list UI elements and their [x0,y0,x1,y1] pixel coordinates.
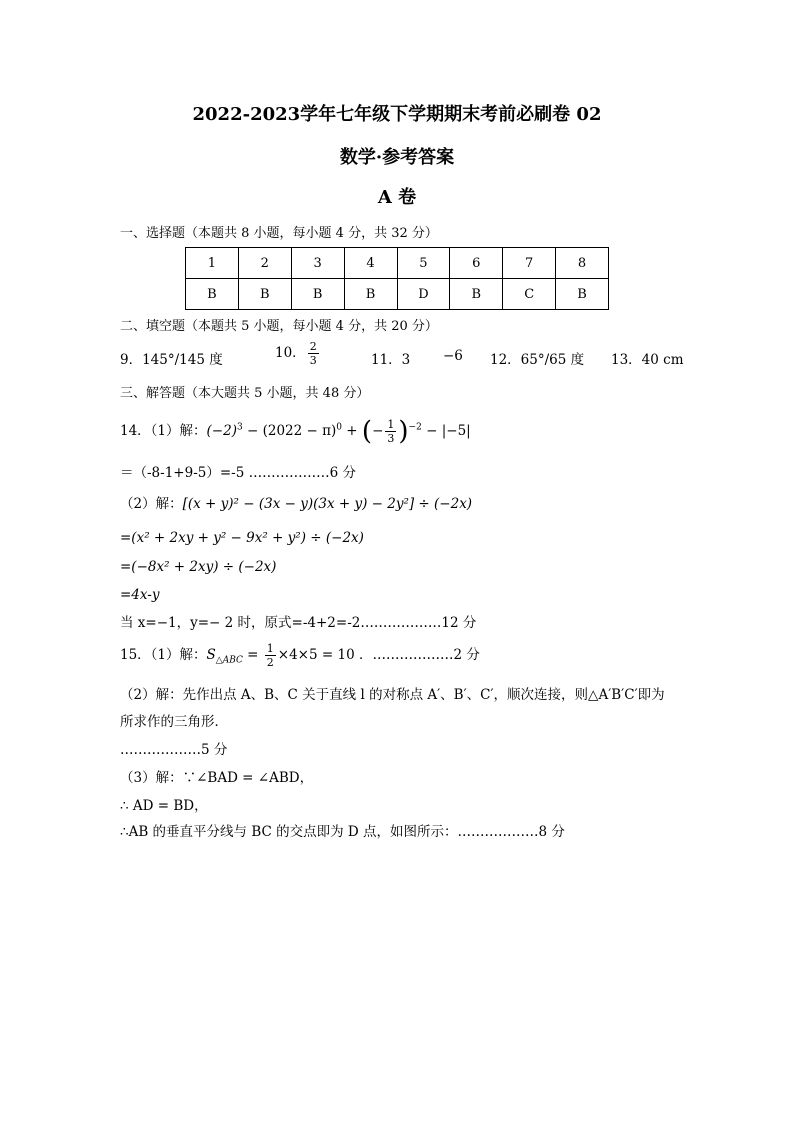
section-title: A 卷 [377,187,417,208]
table-cell: B [556,279,609,310]
q15-1-s: S [206,647,216,663]
part3-heading: 三、解答题（本大题共 5 小题，共 48 分） [120,386,370,401]
table-cell: C [503,279,556,310]
q9-answer: 9．145°/145 度 [120,352,223,368]
table-cell: 8 [556,248,609,279]
q14-1-exp0: 0 [336,422,342,433]
q15-3-line2: ∴ AD = BD， [120,798,208,814]
q14-1-exp3: 3 [236,422,243,433]
q14-1-line: 14．（1）解：$(-2)^3 - (2022 - \pi)^0$ + (− $\frac{1}{3}$ )$^{-2}$ − |−5| [120,416,471,447]
q15-3-line3: ∴AB 的垂直平分线与 BC 的交点即为 D 点，如图所示：………………8 分 [120,824,565,840]
part2-heading: 二、填空题（本题共 5 小题，每小题 4 分，共 20 分） [120,319,438,334]
q15-1-fraction [265,642,276,669]
page-title: 2022-2023学年七年级下学期期末考前必刷卷 02 [192,104,602,125]
q14-2-step1: =(x² + 2xy + y² − 9x² + y²) ÷ (−2x) [120,530,364,546]
q15-3-line1: （3）解：∵∠BAD = ∠ABD， [120,770,314,786]
fraction-numerator: 1 [266,642,274,655]
table-cell: B [450,279,503,310]
q14-1-expr-a: (−2) [206,423,237,439]
table-row [186,279,609,310]
page-subtitle: 数学·参考答案 [339,147,455,168]
q14-2-step3: =4x-y [120,587,160,603]
q13-answer: 13．40 cm [611,352,684,368]
table-cell: B [186,279,239,310]
q14-1-expr-b: − (2022 − π) [242,423,337,439]
q11-answer: 11．3 [371,352,411,368]
q14-2-step4: 当 x=−1，y=− 2 时，原式=-4+2=-2………………12 分 [120,615,477,631]
q15-1-eq: = [242,647,263,663]
q10-fraction [308,340,319,367]
table-cell: B [291,279,344,310]
q14-2-step2: =(−8x² + 2xy) ÷ (−2x) [120,559,277,575]
table-cell: 2 [238,248,291,279]
table-cell: 5 [397,248,450,279]
table-cell: B [344,279,397,310]
q15-2-score: ………………5 分 [120,742,228,758]
q14-1-expr-d: − |−5| [421,423,471,439]
table-cell: 6 [450,248,503,279]
q15-2-line1: （2）解：先作出点 A、B、C 关于直线 l 的对称点 A′、B′、C′，顺次连接，则△A′B′C′即为 [120,687,665,703]
table-cell: 1 [186,248,239,279]
q14-2-expr: [(x + y)² − (3x − y)(3x + y) − 2y²] ÷ (−2x) [182,496,473,512]
q14-2-label: （2）解： [120,496,183,512]
q15-2-line2: 所求作的三角形． [120,714,228,730]
fraction-denominator: 3 [387,432,395,445]
q14-1-expneg2: −2 [408,422,422,433]
q12-answer: 12．65°/65 度 [490,352,585,368]
fraction-denominator: 3 [309,354,317,367]
table-row [186,248,609,279]
part1-heading: 一、选择题（本题共 8 小题，每小题 4 分，共 32 分） [120,226,438,241]
table-cell: 4 [344,248,397,279]
fraction-numerator: 1 [387,418,395,431]
q15-1-rest: ×4×5 = 10 ．………………2 分 [277,647,480,663]
fraction-denominator: 2 [266,656,274,669]
q10-answer [275,340,321,367]
q10-prefix: 10． [275,345,306,361]
fraction-numerator: 2 [309,340,317,353]
q15-1-line [120,642,480,669]
table-cell: 7 [503,248,556,279]
q14-1-label: 14．（1）解： [120,423,207,439]
q15-1-label: 15．（1）解： [120,647,207,663]
q11-answer-b: −6 [443,348,463,364]
q15-1-sub: △ABC [215,655,243,666]
answer-table [185,247,609,310]
table-cell: 3 [291,248,344,279]
q14-2-line [120,492,472,512]
q14-1-result: ＝（-8-1+9-5）=-5 ………………6 分 [120,465,356,481]
table-cell: B [238,279,291,310]
table-cell: D [397,279,450,310]
q14-1-fraction [385,418,396,445]
q14-1-expr-c: + [342,423,362,439]
